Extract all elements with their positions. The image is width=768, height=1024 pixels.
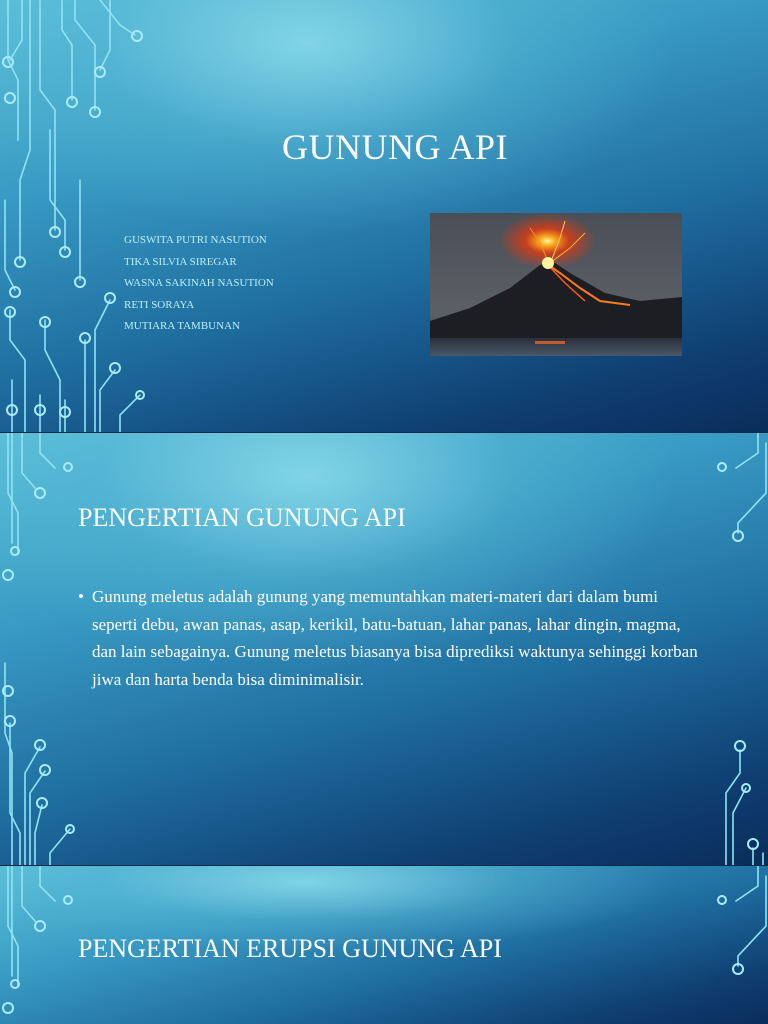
author-name: MUTIARA TAMBUNAN (124, 320, 240, 332)
volcano-eruption-photo (430, 213, 682, 356)
author-name: TIKA SILVIA SIREGAR (124, 255, 237, 268)
circuit-pattern-right (708, 866, 768, 1024)
circuit-pattern-left (0, 0, 150, 432)
bullet-item (78, 583, 698, 693)
bullet-list (78, 583, 698, 693)
presentation-title: GUNUNG API (281, 127, 508, 167)
author-name: GUSWITA PUTRI NASUTION (124, 234, 267, 246)
slide-title: PENGERTIAN ERUPSI GUNUNG API (78, 934, 502, 963)
content-slide[interactable] (0, 433, 768, 865)
title-slide[interactable] (0, 0, 768, 432)
bullet-text: Gunung meletus adalah gunung yang memuntahkan materi-materi dari dalam bumi seperti debu, awan panas, asap, kerikil, batu-batuan, lahar panas, lahar dingin, magma, dan lain sebagainya. Gunung meletus biasanya bisa diprediksi waktunya sehinggi korban jiwa dan harta benda bisa diminimalisir. (92, 587, 698, 689)
bullet-icon: • (78, 587, 84, 606)
content-slide[interactable] (0, 866, 768, 1024)
slide-title: PENGERTIAN GUNUNG API (78, 503, 406, 532)
circuit-pattern-left (0, 433, 90, 865)
author-list (124, 230, 274, 338)
circuit-pattern-left (0, 866, 90, 1024)
circuit-pattern-right (708, 433, 768, 865)
author-name: WASNA SAKINAH NASUTION (124, 277, 274, 289)
author-name: RETI SORAYA (124, 298, 195, 311)
